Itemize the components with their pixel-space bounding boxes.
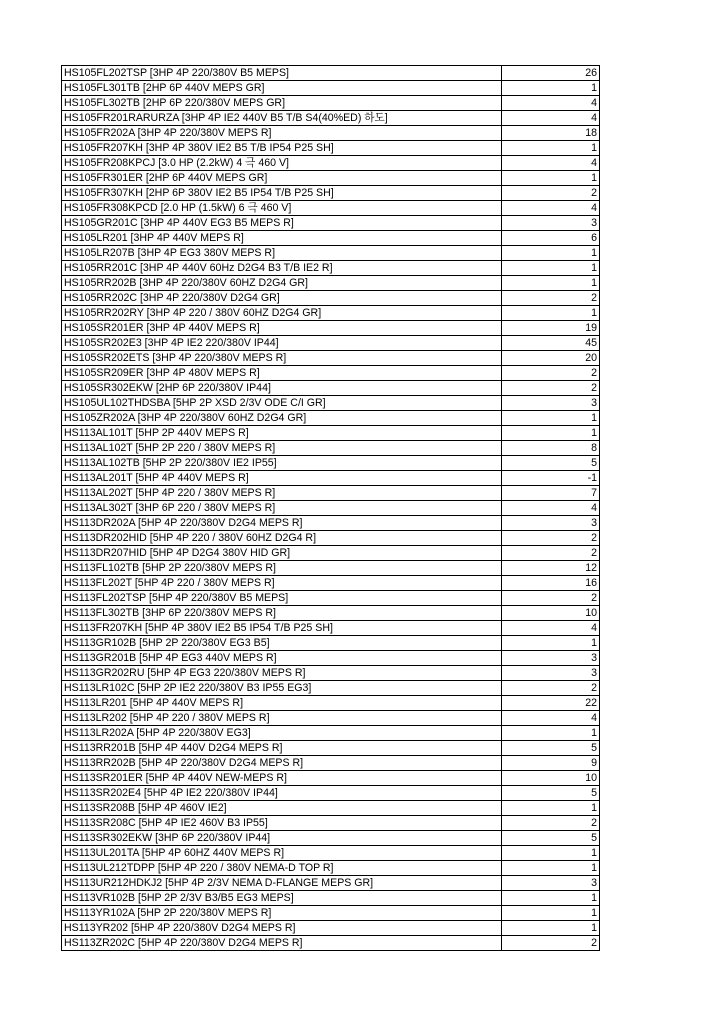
item-quantity-cell: 2 (502, 531, 600, 546)
table-row (62, 411, 600, 426)
item-name-cell: HS113YR202 [5HP 4P 220/380V D2G4 MEPS R] (62, 921, 502, 936)
item-name-cell: HS113UL201TA [5HP 4P 60HZ 440V MEPS R] (62, 846, 502, 861)
item-quantity-cell: 1 (502, 141, 600, 156)
item-quantity-cell: 2 (502, 186, 600, 201)
item-name-cell: HS113AL201T [5HP 4P 440V MEPS R] (62, 471, 502, 486)
item-quantity-cell: 18 (502, 126, 600, 141)
item-name-cell: HS105FR208KPCJ [3.0 HP (2.2kW) 4 극 460 V] (62, 156, 502, 171)
item-name-cell: HS113UL212TDPP [5HP 4P 220 / 380V NEMA-D TOP R] (62, 861, 502, 876)
table-row (62, 156, 600, 171)
table-row (62, 936, 600, 951)
item-quantity-cell: 5 (502, 456, 600, 471)
item-name-cell: HS113LR201 [5HP 4P 440V MEPS R] (62, 696, 502, 711)
table-row (62, 171, 600, 186)
item-name-cell: HS113UR212HDKJ2 [5HP 4P 2/3V NEMA D-FLANGE MEPS GR] (62, 876, 502, 891)
item-name-cell: HS113FL102TB [5HP 2P 220/380V MEPS R] (62, 561, 502, 576)
item-name-cell: HS113DR207HID [5HP 4P D2G4 380V HID GR] (62, 546, 502, 561)
table-row (62, 561, 600, 576)
table-row (62, 441, 600, 456)
item-name-cell: HS105SR202E3 [3HP 4P IE2 220/380V IP44] (62, 336, 502, 351)
item-quantity-cell: 2 (502, 366, 600, 381)
item-name-cell: HS105FL301TB [2HP 6P 440V MEPS GR] (62, 81, 502, 96)
item-name-cell: HS113LR102C [5HP 2P IE2 220/380V B3 IP55 EG3] (62, 681, 502, 696)
table-row (62, 261, 600, 276)
item-name-cell: HS113SR208C [5HP 4P IE2 460V B3 IP55] (62, 816, 502, 831)
item-name-cell: HS105RR202B [3HP 4P 220/380V 60HZ D2G4 GR] (62, 276, 502, 291)
item-quantity-cell: 4 (502, 156, 600, 171)
item-quantity-cell: 3 (502, 876, 600, 891)
item-name-cell: HS105SR202ETS [3HP 4P 220/380V MEPS R] (62, 351, 502, 366)
item-quantity-cell: 19 (502, 321, 600, 336)
item-quantity-cell: 2 (502, 681, 600, 696)
item-quantity-cell: 2 (502, 381, 600, 396)
item-name-cell: HS113GR202RU [5HP 4P EG3 220/380V MEPS R] (62, 666, 502, 681)
table-row (62, 846, 600, 861)
item-quantity-cell: 1 (502, 261, 600, 276)
item-name-cell: HS113GR201B [5HP 4P EG3 440V MEPS R] (62, 651, 502, 666)
table-row (62, 216, 600, 231)
item-name-cell: HS105FL202TSP [3HP 4P 220/380V B5 MEPS] (62, 66, 502, 81)
item-quantity-cell: 1 (502, 891, 600, 906)
item-name-cell: HS113FL202T [5HP 4P 220 / 380V MEPS R] (62, 576, 502, 591)
item-quantity-cell: 2 (502, 816, 600, 831)
table-row (62, 111, 600, 126)
item-quantity-cell: 1 (502, 306, 600, 321)
item-quantity-cell: 1 (502, 426, 600, 441)
table-row (62, 681, 600, 696)
item-name-cell: HS105SR209ER [3HP 4P 480V MEPS R] (62, 366, 502, 381)
item-name-cell: HS113FR207KH [5HP 4P 380V IE2 B5 IP54 T/B P25 SH] (62, 621, 502, 636)
item-name-cell: HS113DR202A [5HP 4P 220/380V D2G4 MEPS R] (62, 516, 502, 531)
item-quantity-cell: 5 (502, 786, 600, 801)
table-row (62, 231, 600, 246)
table-row (62, 861, 600, 876)
table-row (62, 426, 600, 441)
table-row (62, 516, 600, 531)
table-row (62, 906, 600, 921)
table-row (62, 786, 600, 801)
item-quantity-cell: 1 (502, 411, 600, 426)
item-quantity-cell: 2 (502, 591, 600, 606)
table-row (62, 351, 600, 366)
item-name-cell: HS105FL302TB [2HP 6P 220/380V MEPS GR] (62, 96, 502, 111)
table-row (62, 81, 600, 96)
inventory-table-body (62, 66, 600, 951)
table-row (62, 486, 600, 501)
table-row (62, 501, 600, 516)
item-quantity-cell: 4 (502, 96, 600, 111)
table-row (62, 321, 600, 336)
table-row (62, 621, 600, 636)
table-row (62, 291, 600, 306)
item-name-cell: HS105SR302EKW [2HP 6P 220/380V IP44] (62, 381, 502, 396)
item-name-cell: HS105FR201RARURZA [3HP 4P IE2 440V B5 T/B S4(40%ED) 하도] (62, 111, 502, 126)
item-quantity-cell: -1 (502, 471, 600, 486)
table-row (62, 306, 600, 321)
table-row (62, 531, 600, 546)
item-name-cell: HS113SR302EKW [3HP 6P 220/380V IP44] (62, 831, 502, 846)
item-name-cell: HS113FL202TSP [5HP 4P 220/380V B5 MEPS] (62, 591, 502, 606)
item-name-cell: HS113SR201ER [5HP 4P 440V NEW-MEPS R] (62, 771, 502, 786)
item-quantity-cell: 1 (502, 921, 600, 936)
table-row (62, 336, 600, 351)
item-quantity-cell: 1 (502, 846, 600, 861)
item-quantity-cell: 1 (502, 246, 600, 261)
item-quantity-cell: 45 (502, 336, 600, 351)
item-quantity-cell: 16 (502, 576, 600, 591)
table-row (62, 141, 600, 156)
table-row (62, 456, 600, 471)
item-quantity-cell: 2 (502, 936, 600, 951)
table-row (62, 771, 600, 786)
item-quantity-cell: 4 (502, 711, 600, 726)
item-name-cell: HS113AL202T [5HP 4P 220 / 380V MEPS R] (62, 486, 502, 501)
item-quantity-cell: 22 (502, 696, 600, 711)
item-quantity-cell: 3 (502, 396, 600, 411)
item-name-cell: HS113AL102TB [5HP 2P 220/380V IE2 IP55] (62, 456, 502, 471)
item-quantity-cell: 6 (502, 231, 600, 246)
table-row (62, 96, 600, 111)
item-name-cell: HS105GR201C [3HP 4P 440V EG3 B5 MEPS R] (62, 216, 502, 231)
table-row (62, 606, 600, 621)
item-quantity-cell: 2 (502, 546, 600, 561)
item-name-cell: HS113LR202A [5HP 4P 220/380V EG3] (62, 726, 502, 741)
item-quantity-cell: 2 (502, 291, 600, 306)
item-name-cell: HS105FR301ER [2HP 6P 440V MEPS GR] (62, 171, 502, 186)
table-row (62, 201, 600, 216)
item-name-cell: HS105FR308KPCD [2.0 HP (1.5kW) 6 극 460 V] (62, 201, 502, 216)
item-name-cell: HS113AL102T [5HP 2P 220 / 380V MEPS R] (62, 441, 502, 456)
table-row (62, 801, 600, 816)
table-row (62, 366, 600, 381)
item-name-cell: HS105FR207KH [3HP 4P 380V IE2 B5 T/B IP54 P25 SH] (62, 141, 502, 156)
item-quantity-cell: 3 (502, 216, 600, 231)
item-name-cell: HS105RR202C [3HP 4P 220/380V D2G4 GR] (62, 291, 502, 306)
table-row (62, 246, 600, 261)
table-row (62, 696, 600, 711)
table-row (62, 381, 600, 396)
item-quantity-cell: 4 (502, 501, 600, 516)
item-name-cell: HS113FL302TB [3HP 6P 220/380V MEPS R] (62, 606, 502, 621)
item-name-cell: HS105RR201C [3HP 4P 440V 60Hz D2G4 B3 T/B IE2 R] (62, 261, 502, 276)
item-name-cell: HS113AL302T [3HP 6P 220 / 380V MEPS R] (62, 501, 502, 516)
item-quantity-cell: 4 (502, 201, 600, 216)
table-row (62, 741, 600, 756)
item-quantity-cell: 12 (502, 561, 600, 576)
table-row (62, 576, 600, 591)
table-row (62, 186, 600, 201)
item-quantity-cell: 3 (502, 516, 600, 531)
table-row (62, 471, 600, 486)
table-row (62, 666, 600, 681)
table-row (62, 921, 600, 936)
item-quantity-cell: 20 (502, 351, 600, 366)
table-row (62, 66, 600, 81)
item-name-cell: HS113ZR202C [5HP 4P 220/380V D2G4 MEPS R] (62, 936, 502, 951)
item-quantity-cell: 3 (502, 666, 600, 681)
item-quantity-cell: 1 (502, 81, 600, 96)
table-row (62, 891, 600, 906)
item-quantity-cell: 4 (502, 621, 600, 636)
item-quantity-cell: 1 (502, 906, 600, 921)
item-quantity-cell: 1 (502, 801, 600, 816)
item-quantity-cell: 1 (502, 276, 600, 291)
table-row (62, 726, 600, 741)
item-quantity-cell: 1 (502, 171, 600, 186)
table-row (62, 396, 600, 411)
item-name-cell: HS105LR201 [3HP 4P 440V MEPS R] (62, 231, 502, 246)
table-row (62, 591, 600, 606)
item-name-cell: HS113DR202HID [5HP 4P 220 / 380V 60HZ D2G4 R] (62, 531, 502, 546)
item-quantity-cell: 26 (502, 66, 600, 81)
table-row (62, 876, 600, 891)
item-name-cell: HS113SR202E4 [5HP 4P IE2 220/380V IP44] (62, 786, 502, 801)
item-quantity-cell: 10 (502, 606, 600, 621)
table-row (62, 816, 600, 831)
item-quantity-cell: 7 (502, 486, 600, 501)
item-quantity-cell: 10 (502, 771, 600, 786)
table-row (62, 636, 600, 651)
item-quantity-cell: 1 (502, 636, 600, 651)
table-row (62, 276, 600, 291)
table-row (62, 711, 600, 726)
table-row (62, 756, 600, 771)
item-quantity-cell: 1 (502, 726, 600, 741)
item-quantity-cell: 3 (502, 651, 600, 666)
item-name-cell: HS113YR102A [5HP 2P 220/380V MEPS R] (62, 906, 502, 921)
item-name-cell: HS113LR202 [5HP 4P 220 / 380V MEPS R] (62, 711, 502, 726)
inventory-table (61, 65, 600, 951)
item-name-cell: HS105UL102THDSBA [5HP 2P XSD 2/3V ODE C/I GR] (62, 396, 502, 411)
item-quantity-cell: 5 (502, 831, 600, 846)
item-name-cell: HS113RR201B [5HP 4P 440V D2G4 MEPS R] (62, 741, 502, 756)
item-name-cell: HS113SR208B [5HP 4P 460V IE2] (62, 801, 502, 816)
table-row (62, 546, 600, 561)
item-name-cell: HS113AL101T [5HP 2P 440V MEPS R] (62, 426, 502, 441)
item-name-cell: HS105FR202A [3HP 4P 220/380V MEPS R] (62, 126, 502, 141)
item-name-cell: HS113GR102B [5HP 2P 220/380V EG3 B5] (62, 636, 502, 651)
item-name-cell: HS113VR102B [5HP 2P 2/3V B3/B5 EG3 MEPS] (62, 891, 502, 906)
item-name-cell: HS105ZR202A [3HP 4P 220/380V 60HZ D2G4 GR] (62, 411, 502, 426)
table-row (62, 126, 600, 141)
item-quantity-cell: 4 (502, 111, 600, 126)
table-row (62, 651, 600, 666)
item-name-cell: HS105FR307KH [2HP 6P 380V IE2 B5 IP54 T/B P25 SH] (62, 186, 502, 201)
item-name-cell: HS113RR202B [5HP 4P 220/380V D2G4 MEPS R] (62, 756, 502, 771)
item-quantity-cell: 9 (502, 756, 600, 771)
item-quantity-cell: 8 (502, 441, 600, 456)
item-quantity-cell: 1 (502, 861, 600, 876)
item-name-cell: HS105RR202RY [3HP 4P 220 / 380V 60HZ D2G4 GR] (62, 306, 502, 321)
item-quantity-cell: 5 (502, 741, 600, 756)
item-name-cell: HS105LR207B [3HP 4P EG3 380V MEPS R] (62, 246, 502, 261)
item-name-cell: HS105SR201ER [3HP 4P 440V MEPS R] (62, 321, 502, 336)
table-row (62, 831, 600, 846)
